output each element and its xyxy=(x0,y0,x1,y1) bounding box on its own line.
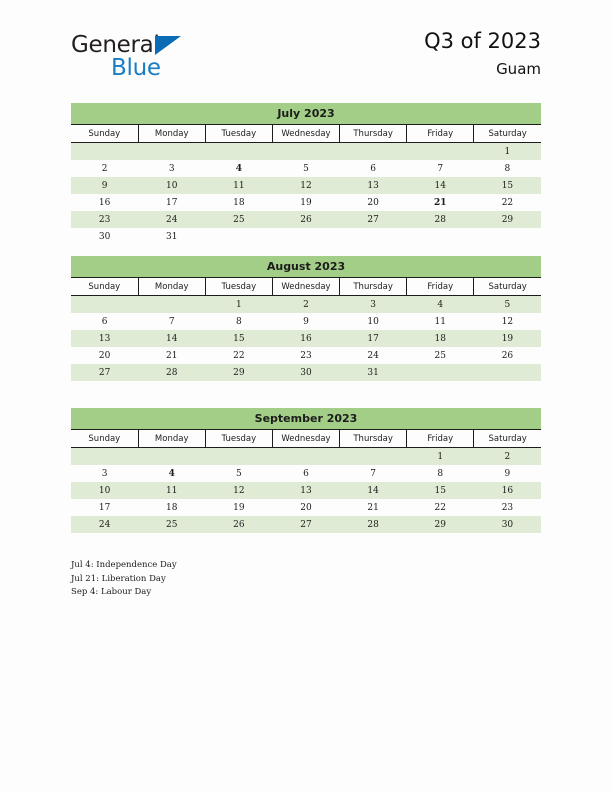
day-cell[interactable]: 6 xyxy=(272,465,339,482)
day-cell[interactable]: 17 xyxy=(340,330,407,347)
week-row xyxy=(71,228,541,245)
day-cell[interactable]: 8 xyxy=(205,313,272,330)
day-cell-empty xyxy=(272,228,339,245)
month-calendar-august xyxy=(71,256,541,381)
page-subtitle: Guam xyxy=(496,60,541,78)
weekday-header-tuesday: Tuesday xyxy=(205,278,272,296)
day-cell[interactable]: 27 xyxy=(272,516,339,533)
day-cell-empty xyxy=(474,364,541,381)
day-cell[interactable]: 5 xyxy=(272,160,339,177)
weekday-header-wednesday: Wednesday xyxy=(272,278,339,296)
day-cell[interactable]: 25 xyxy=(205,211,272,228)
day-cell-empty xyxy=(272,448,339,466)
day-cell[interactable]: 20 xyxy=(272,499,339,516)
weekday-header-thursday: Thursday xyxy=(340,430,407,448)
day-cell[interactable]: 13 xyxy=(340,177,407,194)
day-cell-empty xyxy=(407,364,474,381)
day-cell[interactable]: 19 xyxy=(272,194,339,211)
title-block xyxy=(424,28,541,81)
weekday-header-saturday: Saturday xyxy=(474,430,541,448)
day-cell-empty xyxy=(138,143,205,161)
day-cell[interactable]: 12 xyxy=(474,313,541,330)
weekday-header-tuesday: Tuesday xyxy=(205,430,272,448)
day-cell[interactable]: 10 xyxy=(138,177,205,194)
day-cell[interactable]: 8 xyxy=(474,160,541,177)
day-cell[interactable]: 16 xyxy=(272,330,339,347)
weekday-header-sunday: Sunday xyxy=(71,278,138,296)
day-cell[interactable]: 2 xyxy=(71,160,138,177)
day-cell[interactable]: 29 xyxy=(407,516,474,533)
weekday-header-monday: Monday xyxy=(138,125,205,143)
week-row xyxy=(71,482,541,499)
day-cell-empty xyxy=(71,448,138,466)
weekday-header-thursday: Thursday xyxy=(340,125,407,143)
day-cell[interactable]: 3 xyxy=(71,465,138,482)
weekday-header-tuesday: Tuesday xyxy=(205,125,272,143)
weekday-header-row xyxy=(71,430,541,448)
logo-text-blue: Blue xyxy=(111,55,161,81)
weekday-header-sunday: Sunday xyxy=(71,430,138,448)
page-header xyxy=(71,28,541,90)
page-title: Q3 of 2023 xyxy=(424,29,541,53)
day-cell-empty xyxy=(71,143,138,161)
day-cell[interactable]: 9 xyxy=(474,465,541,482)
day-cell[interactable]: 24 xyxy=(340,347,407,364)
week-row xyxy=(71,194,541,211)
week-row xyxy=(71,516,541,533)
day-cell[interactable]: 14 xyxy=(407,177,474,194)
month-body xyxy=(71,448,541,534)
month-grid xyxy=(71,430,541,533)
weekday-header-wednesday: Wednesday xyxy=(272,125,339,143)
day-cell[interactable]: 23 xyxy=(71,211,138,228)
day-cell-empty xyxy=(340,143,407,161)
weekday-header-friday: Friday xyxy=(407,278,474,296)
week-row xyxy=(71,465,541,482)
day-cell[interactable]: 1 xyxy=(474,143,541,161)
day-cell[interactable]: 9 xyxy=(272,313,339,330)
day-cell[interactable]: 3 xyxy=(138,160,205,177)
day-cell[interactable]: 24 xyxy=(138,211,205,228)
day-cell[interactable]: 26 xyxy=(205,516,272,533)
day-cell[interactable]: 18 xyxy=(407,330,474,347)
week-row xyxy=(71,499,541,516)
day-cell[interactable]: 27 xyxy=(71,364,138,381)
week-row xyxy=(71,448,541,466)
day-cell[interactable]: 18 xyxy=(138,499,205,516)
day-cell-holiday[interactable]: 4 xyxy=(205,160,272,177)
weekday-header-friday: Friday xyxy=(407,125,474,143)
day-cell[interactable]: 17 xyxy=(138,194,205,211)
day-cell[interactable]: 2 xyxy=(272,296,339,314)
day-cell[interactable]: 31 xyxy=(138,228,205,245)
weekday-header-friday: Friday xyxy=(407,430,474,448)
general-blue-logo xyxy=(71,32,271,88)
day-cell[interactable]: 29 xyxy=(205,364,272,381)
day-cell-empty xyxy=(138,296,205,314)
day-cell-empty xyxy=(340,228,407,245)
weekday-header-sunday: Sunday xyxy=(71,125,138,143)
day-cell-empty xyxy=(407,143,474,161)
day-cell[interactable]: 28 xyxy=(340,516,407,533)
month-title: August 2023 xyxy=(71,256,541,278)
day-cell[interactable]: 20 xyxy=(71,347,138,364)
day-cell[interactable]: 21 xyxy=(138,347,205,364)
day-cell-empty xyxy=(71,296,138,314)
day-cell[interactable]: 12 xyxy=(272,177,339,194)
day-cell[interactable]: 12 xyxy=(205,482,272,499)
day-cell[interactable]: 2 xyxy=(474,448,541,466)
day-cell-empty xyxy=(205,143,272,161)
day-cell[interactable]: 30 xyxy=(474,516,541,533)
day-cell[interactable]: 5 xyxy=(205,465,272,482)
day-cell-empty xyxy=(138,448,205,466)
day-cell[interactable]: 1 xyxy=(407,448,474,466)
day-cell[interactable]: 6 xyxy=(340,160,407,177)
weekday-header-monday: Monday xyxy=(138,430,205,448)
day-cell[interactable]: 22 xyxy=(474,194,541,211)
day-cell[interactable]: 7 xyxy=(407,160,474,177)
day-cell[interactable]: 27 xyxy=(340,211,407,228)
day-cell-holiday[interactable]: 21 xyxy=(407,194,474,211)
week-row xyxy=(71,347,541,364)
month-title: July 2023 xyxy=(71,103,541,125)
day-cell[interactable]: 10 xyxy=(340,313,407,330)
day-cell[interactable]: 21 xyxy=(340,499,407,516)
day-cell[interactable]: 24 xyxy=(71,516,138,533)
holiday-note: Jul 4: Independence Day xyxy=(71,560,177,570)
day-cell[interactable]: 15 xyxy=(205,330,272,347)
weekday-header-thursday: Thursday xyxy=(340,278,407,296)
day-cell[interactable]: 18 xyxy=(205,194,272,211)
day-cell[interactable]: 16 xyxy=(474,482,541,499)
week-row xyxy=(71,143,541,161)
day-cell[interactable]: 26 xyxy=(474,347,541,364)
day-cell[interactable]: 25 xyxy=(138,516,205,533)
day-cell[interactable]: 11 xyxy=(205,177,272,194)
day-cell[interactable]: 28 xyxy=(138,364,205,381)
logo-triangle-icon xyxy=(155,36,181,55)
day-cell-empty xyxy=(474,228,541,245)
day-cell[interactable]: 16 xyxy=(71,194,138,211)
day-cell[interactable]: 30 xyxy=(272,364,339,381)
day-cell[interactable]: 20 xyxy=(340,194,407,211)
day-cell[interactable]: 15 xyxy=(407,482,474,499)
weekday-header-saturday: Saturday xyxy=(474,125,541,143)
day-cell[interactable]: 29 xyxy=(474,211,541,228)
day-cell[interactable]: 11 xyxy=(407,313,474,330)
day-cell-empty xyxy=(407,228,474,245)
day-cell[interactable]: 7 xyxy=(340,465,407,482)
day-cell-empty xyxy=(340,448,407,466)
day-cell[interactable]: 23 xyxy=(272,347,339,364)
day-cell[interactable]: 9 xyxy=(71,177,138,194)
month-body xyxy=(71,296,541,382)
day-cell[interactable]: 4 xyxy=(407,296,474,314)
day-cell[interactable]: 3 xyxy=(340,296,407,314)
week-row xyxy=(71,296,541,314)
day-cell[interactable]: 8 xyxy=(407,465,474,482)
week-row xyxy=(71,330,541,347)
day-cell-holiday[interactable]: 4 xyxy=(138,465,205,482)
weekday-header-row xyxy=(71,278,541,296)
holiday-notes-list xyxy=(71,559,471,600)
day-cell[interactable]: 26 xyxy=(272,211,339,228)
month-calendar-july xyxy=(71,103,541,245)
week-row xyxy=(71,364,541,381)
month-calendar-september xyxy=(71,408,541,533)
day-cell[interactable]: 30 xyxy=(71,228,138,245)
weekday-header-row xyxy=(71,125,541,143)
weekday-header-wednesday: Wednesday xyxy=(272,430,339,448)
day-cell[interactable]: 23 xyxy=(474,499,541,516)
day-cell[interactable]: 13 xyxy=(71,330,138,347)
day-cell[interactable]: 10 xyxy=(71,482,138,499)
weekday-header-monday: Monday xyxy=(138,278,205,296)
day-cell[interactable]: 19 xyxy=(474,330,541,347)
week-row xyxy=(71,211,541,228)
day-cell-empty xyxy=(205,448,272,466)
day-cell[interactable]: 11 xyxy=(138,482,205,499)
day-cell[interactable]: 28 xyxy=(407,211,474,228)
month-body xyxy=(71,143,541,246)
day-cell[interactable]: 22 xyxy=(407,499,474,516)
day-cell[interactable]: 15 xyxy=(474,177,541,194)
day-cell[interactable]: 19 xyxy=(205,499,272,516)
day-cell[interactable]: 1 xyxy=(205,296,272,314)
week-row xyxy=(71,313,541,330)
day-cell[interactable]: 13 xyxy=(272,482,339,499)
day-cell[interactable]: 25 xyxy=(407,347,474,364)
week-row xyxy=(71,160,541,177)
day-cell[interactable]: 5 xyxy=(474,296,541,314)
holiday-note: Jul 21: Liberation Day xyxy=(71,573,166,584)
month-title: September 2023 xyxy=(71,408,541,430)
day-cell[interactable]: 22 xyxy=(205,347,272,364)
weekday-header-saturday: Saturday xyxy=(474,278,541,296)
day-cell[interactable]: 6 xyxy=(71,313,138,330)
month-grid xyxy=(71,278,541,381)
month-grid xyxy=(71,125,541,245)
holiday-note: Sep 4: Labour Day xyxy=(71,587,152,597)
day-cell[interactable]: 14 xyxy=(340,482,407,499)
day-cell-empty xyxy=(205,228,272,245)
day-cell[interactable]: 7 xyxy=(138,313,205,330)
day-cell[interactable]: 14 xyxy=(138,330,205,347)
day-cell[interactable]: 17 xyxy=(71,499,138,516)
logo-text-general: General xyxy=(71,32,160,58)
day-cell[interactable]: 31 xyxy=(340,364,407,381)
day-cell-empty xyxy=(272,143,339,161)
week-row xyxy=(71,177,541,194)
